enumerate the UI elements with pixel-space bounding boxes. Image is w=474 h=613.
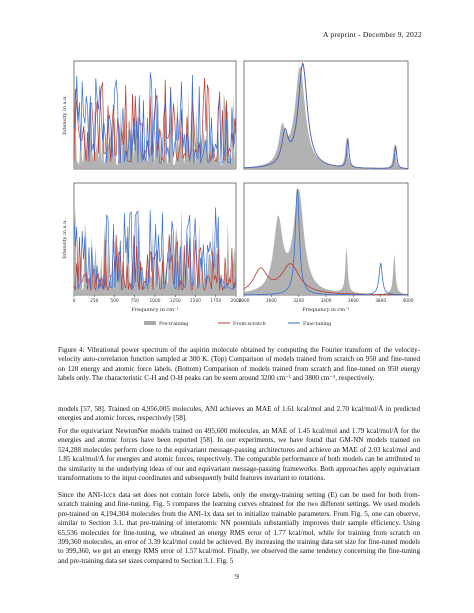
page-number: 9 bbox=[235, 572, 239, 581]
figure-caption: Figure 4: Vibrational power spectrum of the aspirin molecule obtained by computing the Fourier transform of the velocity-velocity auto-correlation function sampled at 300 K. (Top) Comparison of models trained from scratch on 950 and fine-tuned on 128 energy and atomic force labels. (Bottom) Comparison of models trained from scratch and fine-tuned on 950 energy labels only. The characteristic C-H and O-H peaks can be seem around 3200 cm⁻¹ and 3800 cm⁻¹, respectively. bbox=[58, 346, 420, 383]
x-tick-label-bottom-left: 1000 bbox=[149, 299, 161, 304]
paragraph-2: For the equivariant NewtonNet models trained on 495,600 molecules, an MAE of 1.45 kcal/mol and 1.79 kcal/mol/Å for the energies and atomic forces have been reported [58]. In our experiments, we have found that GM-NN models trained on 524,288 molecules perform close to the equivariant message-passing architectures and achieve an MAE of 2.03 kcal/mol and 1.85 kcal/mol/Å for energies and atomic forces, respectively. The comparable performance of both models can be attributed to the similarity in the underlying ideas of our and equivariant message-passing frameworks. Both approaches apply equivariant transformations to the input coordinates and subsequently build features invariant to rotations. bbox=[58, 427, 420, 483]
y-axis-label-bottom: Intensity in a.u. bbox=[62, 219, 68, 259]
series-pre-training-top-right bbox=[244, 66, 408, 169]
paragraph-1: models [57, 58]. Trained on 4,956,005 molecules, ANI achieves an MAE of 1.61 kcal/mol and 2.70 kcal/mol/Å in predicted energies and atomic forces, respectively [58]. bbox=[58, 405, 420, 423]
x-tick-label-bottom-right: 3000 bbox=[265, 299, 277, 304]
x-tick-label-bottom-right: 3400 bbox=[320, 299, 332, 304]
y-axis-label-top: Intensity in a.u. bbox=[62, 95, 68, 135]
x-tick-label-bottom-left: 1500 bbox=[190, 299, 201, 304]
running-header: A preprint - December 9, 2022 bbox=[322, 30, 422, 39]
spectrum-figure bbox=[58, 55, 418, 337]
x-tick-label-bottom-right: 3600 bbox=[347, 299, 359, 304]
panel-frame-top-right bbox=[244, 61, 408, 169]
x-tick-label-bottom-left: 1750 bbox=[210, 299, 222, 304]
paragraph-3: Since the ANI-1ccx data set does not contain force labels, only the energy-training setting (E) can be used for both from-scratch training and fine-tuning. Fig. 5 compares the learning curves obtained for the two different settings. We used models pre-trained on 4,194,304 molecules from the ANI-1x data set to initialize trainable parameters. From Fig. 5, one can observe, similar to Section 3.1, that pre-training of interatomic NN potentials substantially improves their sample efficiency. Using 65,536 molecules for fine-tuning, we obtained an energy RMS error of 1.77 kcal/mol, while for training from scratch on 399,360 molecules, an error of 3.39 kcal/mol could be achieved. By increasing the training data set size for fine-tuned models to 399,360, we get an energy RMS error of 1.57 kcal/mol. Finally, we observed the same tendency concerning the fine-tuning and pre-training data set sizes compared to Section 3.1. Fig. 5 bbox=[58, 491, 420, 565]
x-tick-label-bottom-left: 500 bbox=[110, 299, 119, 304]
x-tick-label-bottom-right: 3200 bbox=[293, 299, 305, 304]
x-axis-label-left: Frequency in cm⁻¹ bbox=[131, 307, 179, 313]
legend-swatch-pre-training bbox=[144, 321, 156, 325]
legend-label-from-scratch: From-scratch bbox=[233, 322, 266, 327]
legend-label-fine-tuning: Fine-tuning bbox=[303, 322, 332, 327]
series-from-scratch-top-right bbox=[244, 63, 408, 168]
x-tick-label-bottom-right: 3800 bbox=[375, 299, 387, 304]
figure-4 bbox=[58, 55, 418, 337]
x-tick-label-bottom-left: 0 bbox=[72, 299, 76, 304]
x-tick-label-bottom-left: 2000 bbox=[230, 299, 242, 304]
x-tick-label-bottom-right: 4000 bbox=[402, 299, 414, 304]
series-pre-training-bottom-right bbox=[244, 189, 408, 295]
x-tick-label-bottom-left: 1250 bbox=[169, 299, 181, 304]
x-tick-label-bottom-left: 250 bbox=[90, 299, 99, 304]
x-tick-label-bottom-left: 750 bbox=[130, 299, 139, 304]
x-axis-label-right: Frequency in cm⁻¹ bbox=[302, 307, 350, 313]
legend-label-pre-training: Pre-training bbox=[159, 322, 189, 327]
x-tick-label-bottom-right: 2800 bbox=[238, 299, 250, 304]
series-fine-tuning-top-right bbox=[244, 64, 408, 168]
